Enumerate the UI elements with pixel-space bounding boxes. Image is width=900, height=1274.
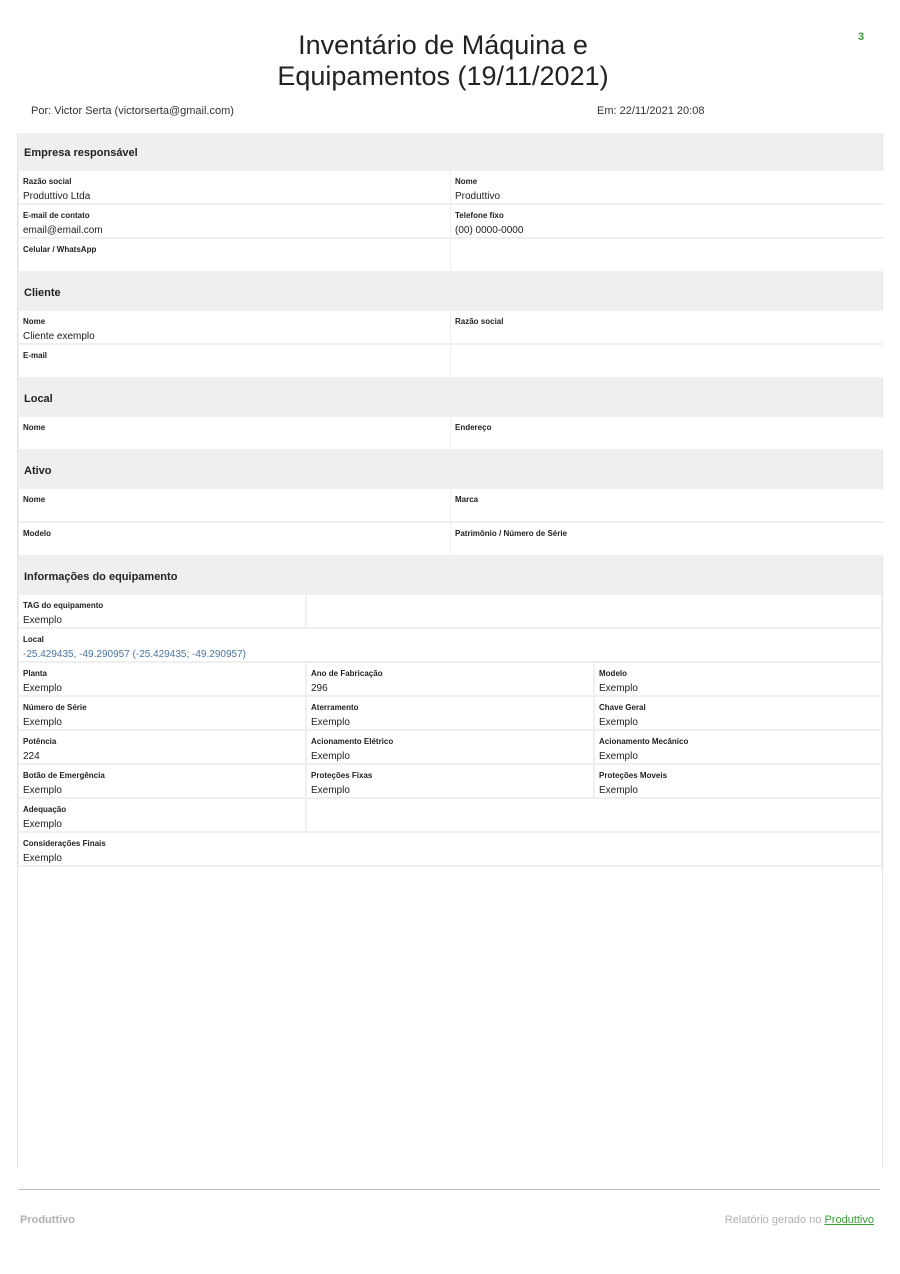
footer-report-note [725, 1214, 874, 1226]
field-empresa-celular [19, 239, 450, 273]
field-label: Potência [23, 737, 57, 746]
field-empresa-telefone [451, 205, 883, 239]
footer-report-text: Relatório gerado no [724, 1214, 822, 1226]
field-label: Acionamento Mecânico [599, 737, 689, 746]
field-info-ano [307, 663, 593, 697]
page-number: 3 [858, 31, 865, 43]
field-ativo-nome [19, 489, 450, 523]
field-label: Patrimônio / Número de Série [455, 529, 568, 538]
report-body [17, 133, 883, 1168]
field-value: Exemplo [311, 751, 350, 762]
field-label: Número de Série [23, 703, 87, 712]
field-label: E-mail de contato [23, 211, 90, 220]
field-value: Exemplo [23, 819, 62, 830]
field-empresa-razao-social [19, 171, 450, 205]
field-empresa-nome [451, 171, 883, 205]
empty-cell [451, 345, 883, 379]
field-value: 296 [311, 683, 328, 694]
report-author: Por: Victor Serta (victorserta@gmail.com) [31, 105, 234, 117]
field-label: Planta [23, 669, 48, 678]
field-label: Marca [455, 495, 479, 504]
report-generated-at: Em: 22/11/2021 20:08 [597, 105, 705, 117]
field-label: Nome [455, 177, 478, 186]
field-info-consideracoes [19, 833, 881, 867]
section-empresa-heading: Empresa responsável [18, 133, 882, 171]
field-value: Exemplo [311, 785, 350, 796]
section-empresa [18, 171, 882, 273]
field-value: Exemplo [599, 717, 638, 728]
field-info-chave-geral [595, 697, 881, 731]
field-ativo-marca [451, 489, 883, 523]
field-label: Nome [23, 495, 46, 504]
field-value: Exemplo [23, 717, 62, 728]
field-value: Exemplo [311, 717, 350, 728]
field-value: Cliente exemplo [23, 331, 95, 342]
field-value: Exemplo [23, 785, 62, 796]
field-cliente-email [19, 345, 450, 379]
field-info-numero-serie [19, 697, 305, 731]
field-label: Ano de Fabricação [311, 669, 383, 678]
field-cliente-nome [19, 311, 450, 345]
field-empresa-email [19, 205, 450, 239]
field-cliente-razao-social [451, 311, 883, 345]
footer-divider [19, 1189, 880, 1190]
field-value: Exemplo [23, 683, 62, 694]
field-label: Proteções Fixas [311, 771, 373, 780]
field-info-botao-emergencia [19, 765, 305, 799]
section-ativo [18, 489, 882, 557]
empty-cell [451, 239, 883, 273]
field-info-potencia [19, 731, 305, 765]
field-label: TAG do equipamento [23, 601, 104, 610]
field-label: Chave Geral [599, 703, 646, 712]
field-value: Produttivo Ltda [23, 191, 91, 202]
field-value: Exemplo [599, 785, 638, 796]
section-ativo-heading: Ativo [18, 451, 882, 489]
footer-brand: Produttivo [20, 1214, 75, 1226]
field-label: Modelo [23, 529, 51, 538]
field-ativo-modelo [19, 523, 450, 557]
section-cliente [18, 311, 882, 379]
field-value: Produttivo [455, 191, 501, 202]
field-label: Botão de Emergência [23, 771, 105, 780]
empty-cell [307, 595, 881, 629]
footer-produttivo-link[interactable]: Produttivo [824, 1214, 874, 1226]
field-label: Adequação [23, 805, 67, 814]
field-label: Celular / WhatsApp [23, 245, 97, 254]
section-info [18, 595, 882, 867]
field-ativo-patrimonio [451, 523, 883, 557]
field-value: Exemplo [599, 751, 638, 762]
field-label: Nome [23, 317, 46, 326]
field-local-endereco [451, 417, 883, 451]
field-value: 224 [23, 751, 40, 762]
section-cliente-heading: Cliente [18, 273, 882, 311]
report-title [0, 30, 886, 92]
field-label: E-mail [23, 351, 48, 360]
field-label: Acionamento Elétrico [311, 737, 394, 746]
field-value: Exemplo [599, 683, 638, 694]
field-info-protecoes-moveis [595, 765, 881, 799]
field-info-adequacao [19, 799, 305, 833]
field-label: Proteções Moveis [599, 771, 668, 780]
field-label: Nome [23, 423, 46, 432]
report-title-line-2: Equipamentos (19/11/2021) [277, 61, 609, 91]
field-label: Aterramento [311, 703, 359, 712]
empty-cell [307, 799, 881, 833]
field-info-planta [19, 663, 305, 697]
field-value: email@email.com [23, 225, 103, 236]
field-label: Razão social [23, 177, 72, 186]
field-label: Local [23, 635, 44, 644]
report-title-line-1: Inventário de Máquina e [298, 30, 588, 60]
field-label: Endereço [455, 423, 492, 432]
field-value: Exemplo [23, 615, 62, 626]
field-label: Modelo [599, 669, 627, 678]
field-info-local [19, 629, 881, 663]
field-label: Telefone fixo [455, 211, 504, 220]
field-value: (00) 0000-0000 [455, 225, 524, 236]
field-info-tag [19, 595, 305, 629]
field-info-protecoes-fixas [307, 765, 593, 799]
section-local [18, 417, 882, 451]
field-info-modelo [595, 663, 881, 697]
location-link[interactable]: -25.429435, -49.290957 (-25.429435; -49.290957) [23, 649, 246, 660]
field-local-nome [19, 417, 450, 451]
field-value: Exemplo [23, 853, 62, 864]
field-label: Razão social [455, 317, 504, 326]
field-info-acionamento-eletrico [307, 731, 593, 765]
field-label: Considerações Finais [23, 839, 106, 848]
field-info-aterramento [307, 697, 593, 731]
field-info-acionamento-mecanico [595, 731, 881, 765]
section-info-heading: Informações do equipamento [18, 557, 882, 595]
section-local-heading: Local [18, 379, 882, 417]
